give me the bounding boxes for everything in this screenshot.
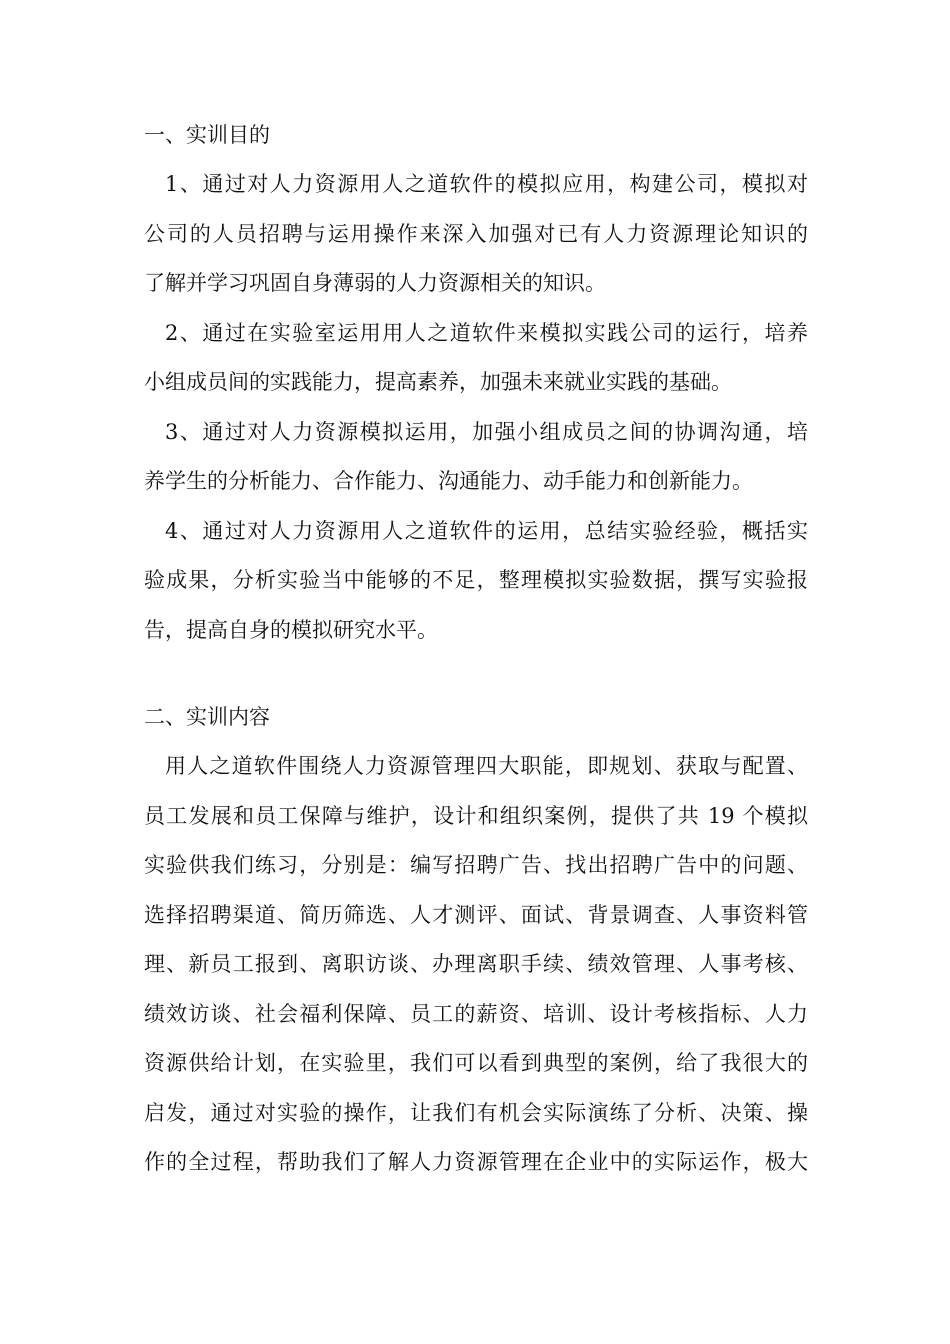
paragraph-line: 绩效访谈、社会福利保障、员工的薪资、培训、设计考核指标、人力 [144,1001,808,1026]
paragraph-line: 3、通过对人力资源模拟运用，加强小组成员之间的协调沟通，培 [165,419,808,444]
document-page [144,111,808,1188]
paragraph-line: 了解并学习巩固自身薄弱的人力资源相关的知识。 [144,271,606,295]
paragraph-line: 1、通过对人力资源用人之道软件的模拟应用，构建公司，模拟对 [165,172,808,196]
paragraph-line: 启发，通过对实验的操作，让我们有机会实际演练了分析、决策、操 [144,1100,808,1125]
paragraph-line: 资源供给计划，在实验里，我们可以看到典型的案例，给了我很大的 [144,1051,808,1075]
paragraph-line: 4、通过对人力资源用人之道软件的运用，总结实验经验，概括实 [165,518,808,543]
paragraph-line: 理、新员工报到、离职访谈、办理离职手续、绩效管理、人事考核、 [144,952,808,976]
paragraph-line: 用人之道软件围绕人力资源管理四大职能，即规划、获取与配置、 [165,754,808,778]
paragraph-line: 选择招聘渠道、简历筛选、人才测评、面试、背景调查、人事资料管 [144,902,808,927]
section-heading-content: 二、实训内容 [144,705,270,729]
paragraph-line: 小组成员间的实践能力，提高素养，加强未来就业实践的基础。 [144,370,732,394]
paragraph-line: 2、通过在实验室运用用人之道软件来模拟实践公司的运行，培养 [165,320,808,345]
section-spacer [144,655,808,693]
paragraph-line: 养学生的分析能力、合作能力、沟通能力、动手能力和创新能力。 [144,469,753,493]
paragraph-line: 公司的人员招聘与运用操作来深入加强对已有人力资源理论知识的 [144,221,808,246]
paragraph-line: 告，提高自身的模拟研究水平。 [144,617,438,642]
section-heading-objectives: 一、实训目的 [144,123,270,147]
paragraph-line: 员工发展和员工保障与维护，设计和组织案例，提供了共 19 个模拟 [144,803,808,828]
paragraph-line: 实验供我们练习，分别是：编写招聘广告、找出招聘广告中的问题、 [144,853,808,877]
paragraph-line: 作的全过程，帮助我们了解人力资源管理在企业中的实际运作，极大 [144,1150,808,1174]
paragraph-line: 验成果，分析实验当中能够的不足，整理模拟实验数据，撰写实验报 [144,568,808,592]
